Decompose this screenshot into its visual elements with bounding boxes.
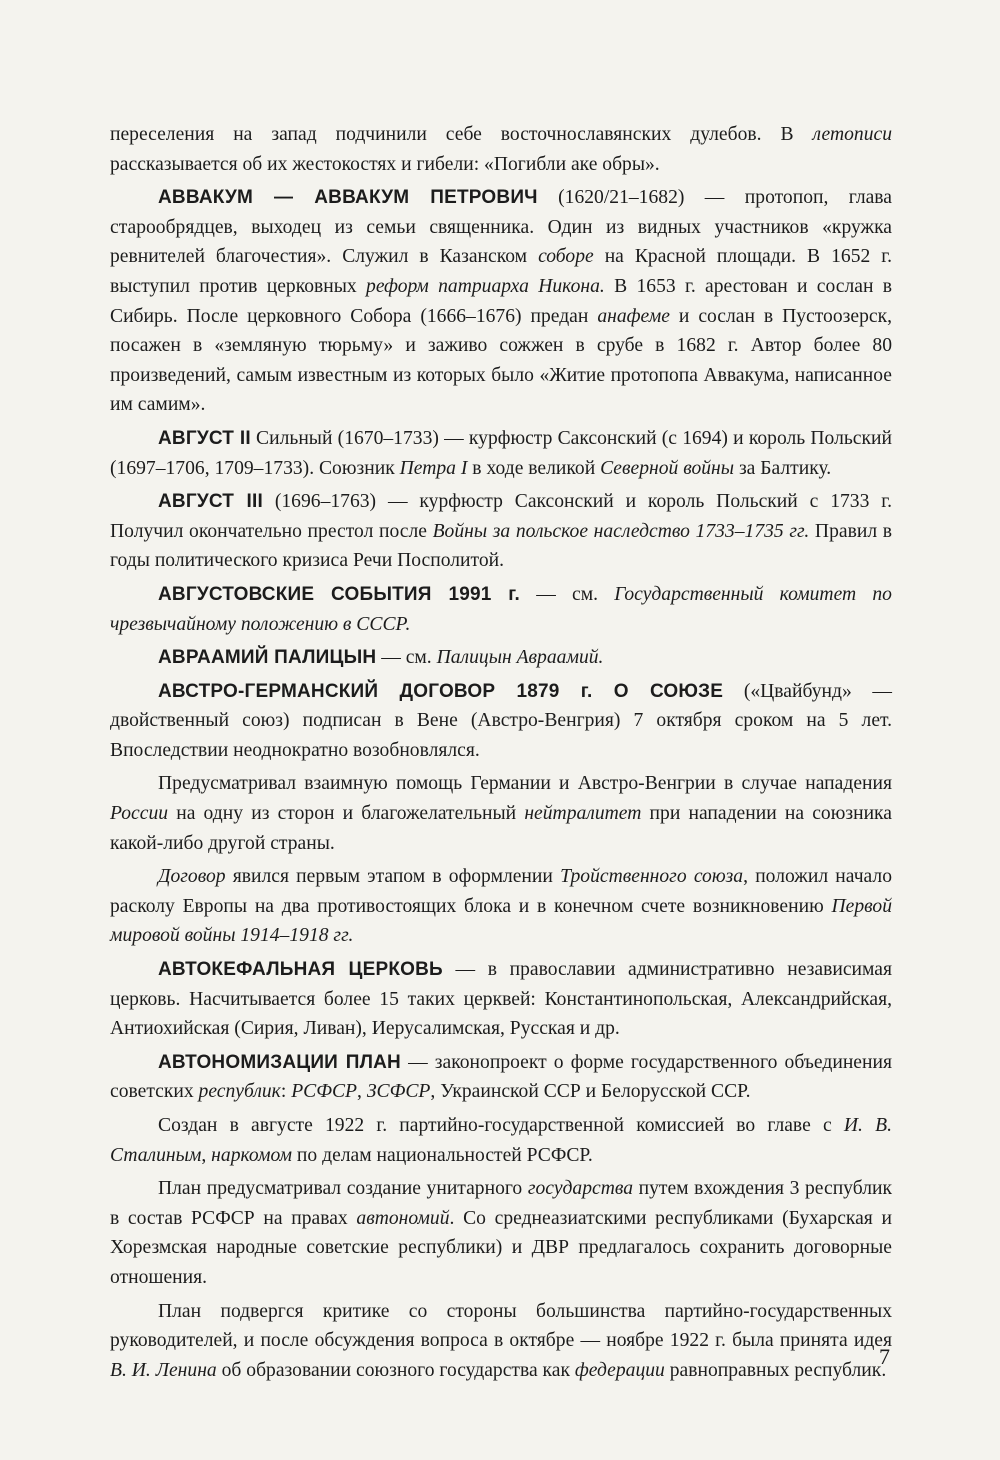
text-run: ,: [357, 1081, 367, 1103]
paragraph: [110, 769, 892, 858]
italic-reference: РСФСР: [291, 1081, 358, 1103]
italic-reference: Тройственного союза: [560, 866, 744, 888]
italic-reference: Первой мировой войны 1914–1918 гг.: [110, 895, 892, 947]
paragraph: [110, 120, 892, 179]
text-run: на Красной площади. В 1652 г. выступил против церковных: [110, 246, 893, 297]
paragraph: [110, 862, 892, 951]
text-run: . Со среднеазиатскими республиками (Бухарская и Хорезмская народные советские республики) и ДВР предлагалось сохранить договорные отношения.: [110, 1207, 892, 1288]
entry-heading: АВГУСТ II: [158, 427, 251, 449]
text-run: — законопроект о форме государственного объединения советских: [110, 1051, 892, 1103]
text-run: путем вхождения 3 республик в состав РСФСР на правах: [110, 1178, 892, 1229]
text-run: за Балтику.: [734, 457, 832, 479]
italic-reference: Государственный комитет по чрезвычайному положению в СССР.: [110, 583, 892, 635]
page-number: 7: [879, 1344, 890, 1369]
entry-heading: АВТОНОМИЗАЦИИ ПЛАН: [158, 1051, 401, 1073]
paragraph: [110, 1297, 892, 1386]
text-run: Сильный (1670–1733) — курфюстр Саксонский (с 1694) и король Польский (1697–1706, 1709–1733). Союзник: [110, 427, 892, 479]
italic-reference: наркомом: [211, 1144, 293, 1166]
text-run: :: [280, 1081, 292, 1103]
entry-heading: АВТОКЕФАЛЬНАЯ ЦЕРКОВЬ: [158, 959, 443, 981]
entry-heading: АВРААМИЙ ПАЛИЦЫН: [158, 647, 377, 669]
italic-reference: летописи: [812, 124, 892, 145]
italic-reference: анафеме: [597, 305, 670, 327]
text-run: в ходе великой: [467, 457, 601, 479]
text-run: Предусматривал взаимную помощь Германии и Австро-Венгрии в случае нападения: [158, 773, 892, 795]
italic-reference: республик: [198, 1081, 281, 1103]
entry-heading: АВГУСТОВСКИЕ СОБЫТИЯ 1991 г.: [158, 583, 520, 605]
text-run: , Украинской ССР и Белорусской ССР.: [430, 1081, 751, 1103]
italic-reference: федерации: [574, 1359, 665, 1381]
text-run: переселения на запад подчинили себе восточнославянских дулебов. В: [110, 124, 813, 145]
text-run: по делам национальностей РСФСР.: [292, 1144, 593, 1166]
paragraph: [110, 1111, 892, 1170]
italic-reference: реформ патриарха Никона.: [366, 275, 605, 297]
italic-reference: России: [110, 803, 169, 825]
italic-reference: И. В. Сталиным: [110, 1115, 892, 1166]
text-run: ,: [201, 1144, 212, 1166]
paragraph: [110, 643, 892, 673]
italic-reference: автономий: [356, 1207, 450, 1229]
text-run: — в православии административно независимая церковь. Насчитывается более 15 таких церквей: Константинопольская, Александрийская, Антиохийская (Сирия, Ливан), Иерусалимская, Русская и др.: [110, 959, 892, 1040]
text-run: (1696–1763) — курфюстр Саксонский и король Польский с 1733 г. Получил окончательно престол после: [110, 491, 892, 542]
paragraph: [110, 183, 892, 420]
text-run: и сослан в Пустоозерск, посажен в «земляную тюрьму» и заживо сожжен в срубе в 1682 г. Автор более 80 произведений, самым известным из которых было «Житие протопопа Аввакума, написанное им самим».: [110, 305, 892, 416]
text-run: — см.: [376, 647, 437, 669]
italic-reference: ЗСФСР: [366, 1081, 431, 1103]
text-run: («Цвайбунд» — двойственный союз) подписан в Вене (Австро-Венгрия) 7 октября сроком на 5 лет. Впоследствии неоднократно возобновлялся.: [110, 680, 893, 761]
text-run: В 1653 г. арестован и сослан в Сибирь. После церковного Собора (1666–1676) предан: [110, 275, 893, 327]
paragraph: [110, 955, 892, 1044]
text-run: — см.: [520, 583, 615, 605]
text-run: при нападении на союзника какой-либо другой страны.: [110, 803, 892, 854]
paragraph: [110, 677, 892, 766]
text-run: рассказывается об их жестокостях и гибели: «Погибли аке обры».: [110, 153, 660, 175]
text-run: явился первым этапом в оформлении: [225, 866, 561, 888]
text-run: Создан в августе 1922 г. партийно-государственной комиссией во главе с: [158, 1115, 844, 1136]
italic-reference: Войны за польское наследство 1733–1735 гг.: [432, 520, 810, 542]
text-run: , положил начало расколу Европы на два противостоящих блока и в конечном счете возникновению: [110, 866, 892, 917]
paragraph: [110, 487, 892, 576]
paragraph: [110, 1048, 892, 1107]
text-run: равноправных республик.: [664, 1359, 887, 1381]
text-run: об образовании союзного государства как: [216, 1359, 575, 1381]
italic-reference: Северной войны: [600, 457, 735, 479]
text-run: (1620/21–1682) — протопоп, глава старообрядцев, выходец из семьи священника. Один из видных участников «кружка ревнителей благочестия». Служил в Казанском: [110, 187, 892, 268]
text-run: План подвергся критике со стороны большинства партийно-государственных руководителей, и после обсуждения вопроса в октябре — ноябре 1922 г. была принята идея: [110, 1300, 892, 1352]
italic-reference: нейтралитет: [524, 803, 642, 825]
paragraph: [110, 424, 892, 483]
paragraph: [110, 1174, 892, 1292]
text-column: [110, 120, 892, 1389]
italic-reference: государства: [527, 1178, 634, 1200]
text-run: на одну из сторон и благожелательный: [168, 803, 525, 825]
entry-heading: АВВАКУМ — АВВАКУМ ПЕТРОВИЧ: [158, 187, 538, 209]
entry-heading: АВСТРО-ГЕРМАНСКИЙ ДОГОВОР 1879 г. О СОЮЗЕ: [158, 680, 724, 702]
paragraph: [110, 580, 892, 639]
italic-reference: соборе: [538, 246, 594, 268]
italic-reference: Договор: [158, 866, 226, 888]
text-run: План предусматривал создание унитарного: [158, 1178, 528, 1200]
italic-reference: Палицын Авраамий.: [436, 647, 604, 669]
entry-heading: АВГУСТ III: [158, 491, 263, 513]
italic-reference: В. И. Ленина: [110, 1359, 217, 1381]
text-run: Правил в годы политического кризиса Речи Посполитой.: [110, 520, 892, 572]
italic-reference: Петра I: [399, 457, 468, 479]
